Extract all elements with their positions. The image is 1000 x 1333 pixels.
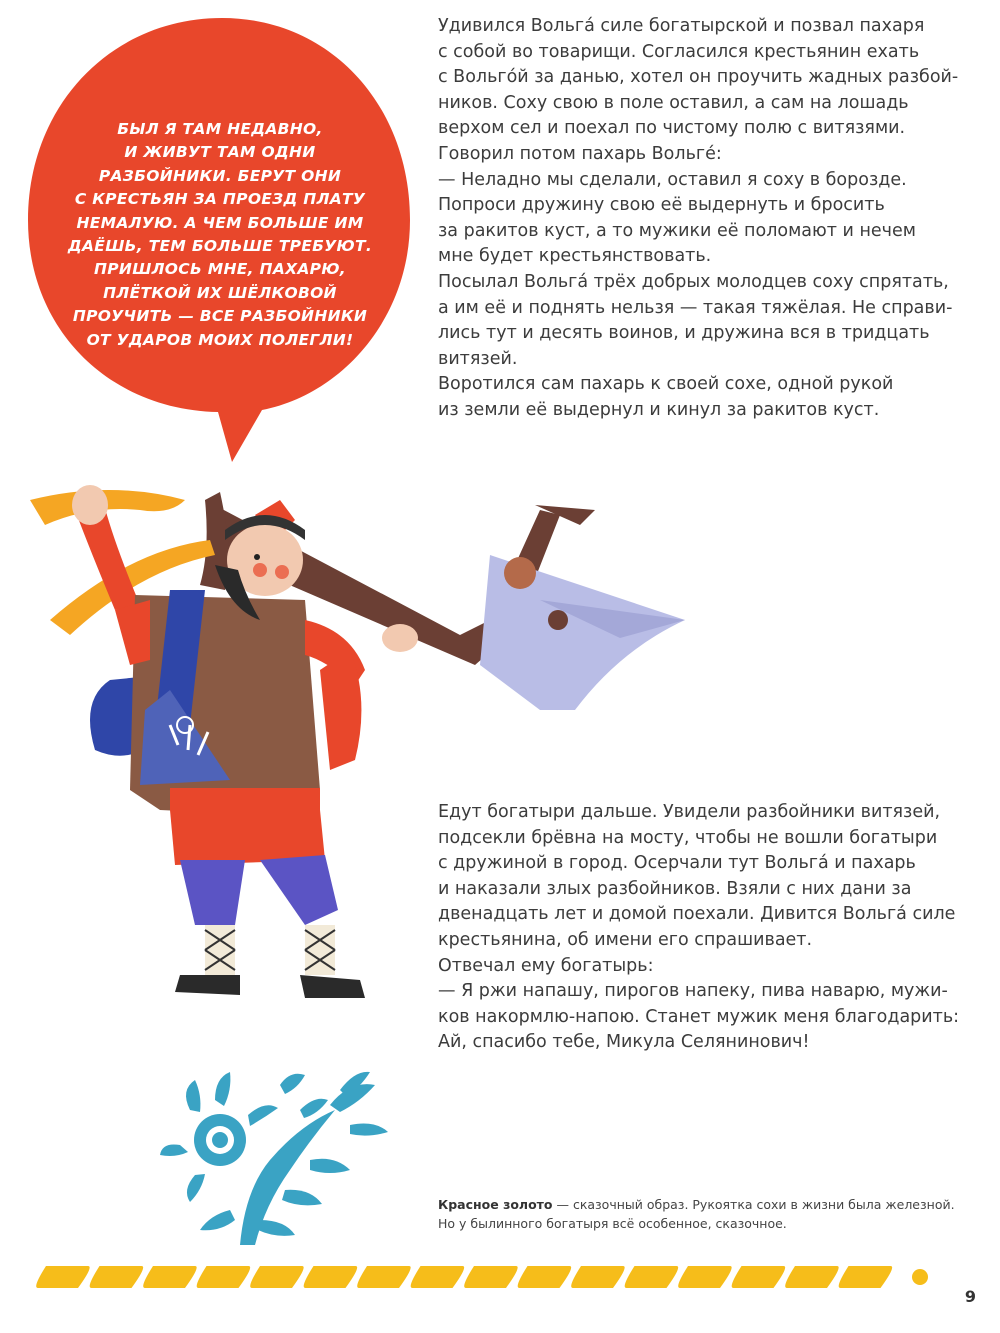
text-line: Едут богатыри дальше. Увидели разбойники витязей, [438,802,941,822]
story-paragraph-2 [438,800,978,1056]
border-dash [732,1266,785,1288]
text-line: лись тут и десять воинов, и дружина вся в тридцать [438,323,930,344]
border-dash [197,1266,250,1288]
floral-ornament-icon [160,1070,390,1250]
story-paragraph-1 [438,14,978,424]
bubble-line: ОТ УДАРОВ МОИХ ПОЛЕГЛИ! [86,330,354,349]
border-dash [36,1266,89,1288]
border-dash [90,1266,143,1288]
speech-bubble-text [60,118,380,352]
bubble-line: РАЗБОЙНИКИ. БЕРУТ ОНИ [98,166,342,185]
text-line: мне будет крестьянствовать. [438,246,712,267]
border-dash [785,1266,838,1288]
text-line: Воротился сам пахарь к своей сохе, одной рукой [438,374,894,395]
text-line: с дружиной в город. Осерчали тут Вольга́ и пахарь [438,853,916,874]
text-line: подсекли брёвна на мосту, чтобы не вошли богатыри [438,827,938,848]
bubble-line: НЕМАЛУЮ. А ЧЕМ БОЛЬШЕ ИМ [76,213,364,232]
footnote-line-2: Но у былинного богатыря всё особенное, сказочное. [438,1216,787,1231]
border-dash [250,1266,303,1288]
text-line: двенадцать лет и домой поехали. Дивится Вольга́ силе [438,904,956,925]
text-line: с Вольго́й за данью, хотел он проучить жадных разбой- [438,67,959,88]
bubble-line: С КРЕСТЬЯН ЗА ПРОЕЗД ПЛАТУ [74,190,366,209]
bubble-line: БЫЛ Я ТАМ НЕДАВНО, [117,120,323,138]
text-line: — Неладно мы сделали, оставил я соху в борозде. [438,169,907,190]
border-dash [678,1266,731,1288]
text-line: Удивился Вольга́ силе богатырской и позвал пахаря [438,16,925,36]
text-line: Отвечал ему богатырь: [438,955,654,976]
text-line: Посылал Вольга́ трёх добрых молодцев соху спрятать, [438,271,949,292]
text-line: из земли её выдернул и кинул за ракитов куст. [438,399,880,420]
border-dash [357,1266,410,1288]
bubble-line: ДАЁШЬ, ТЕМ БОЛЬШЕ ТРЕБУЮТ. [67,237,373,256]
text-line: витязей. [438,348,518,369]
text-line: Ай, спасибо тебе, Микула Селянинович! [438,1032,810,1053]
text-line: Говорил потом пахарь Вольге́: [438,143,722,164]
bubble-line: ПРОУЧИТЬ — ВСЕ РАЗБОЙНИКИ [72,307,368,326]
border-dash [625,1266,678,1288]
bubble-line: И ЖИВУТ ТАМ ОДНИ [124,143,316,162]
text-line: ков накормлю-напою. Станет мужик меня благодарить: [438,1006,960,1027]
border-dash [304,1266,357,1288]
footnote-line-1 [438,1195,978,1214]
border-dash [411,1266,464,1288]
page-number: 9 [964,1287,976,1306]
footnote-term: Красное золото [438,1197,553,1212]
border-dash [839,1266,892,1288]
border-dash [464,1266,517,1288]
footnote [438,1195,978,1233]
text-line: — Я ржи напашу, пирогов напеку, пива наварю, мужи- [438,981,948,1002]
text-line: а им её и поднять нельзя — такая тяжёлая. Не справи- [438,297,953,318]
dashed-border-icon [30,1258,940,1298]
border-dash [571,1266,624,1288]
text-line: крестьянина, об имени его спрашивает. [438,929,813,950]
text-line: ников. Соху свою в поле оставил, а сам на лошадь [438,92,909,113]
text-line: и наказали злых разбойников. Взяли с них дани за [438,878,912,899]
footnote-definition: — сказочный образ. Рукоятка сохи в жизни была железной. [552,1197,955,1212]
border-dot [912,1269,928,1285]
border-dash [143,1266,196,1288]
text-line: верхом сел и поехал по чистому полю с витязями. [438,118,906,139]
border-dash [518,1266,571,1288]
bubble-line: ПРИШЛОСЬ МНЕ, ПАХАРЮ, [93,260,346,279]
bubble-line: ПЛЁТКОЙ ИХ ШЁЛКОВОЙ [103,283,337,302]
text-line: Попроси дружину свою её выдернуть и бросить [438,195,885,216]
text-line: с собой во товарищи. Согласился крестьянин ехать [438,41,920,62]
text-line: за ракитов куст, а то мужики её поломают и нечем [438,220,916,241]
